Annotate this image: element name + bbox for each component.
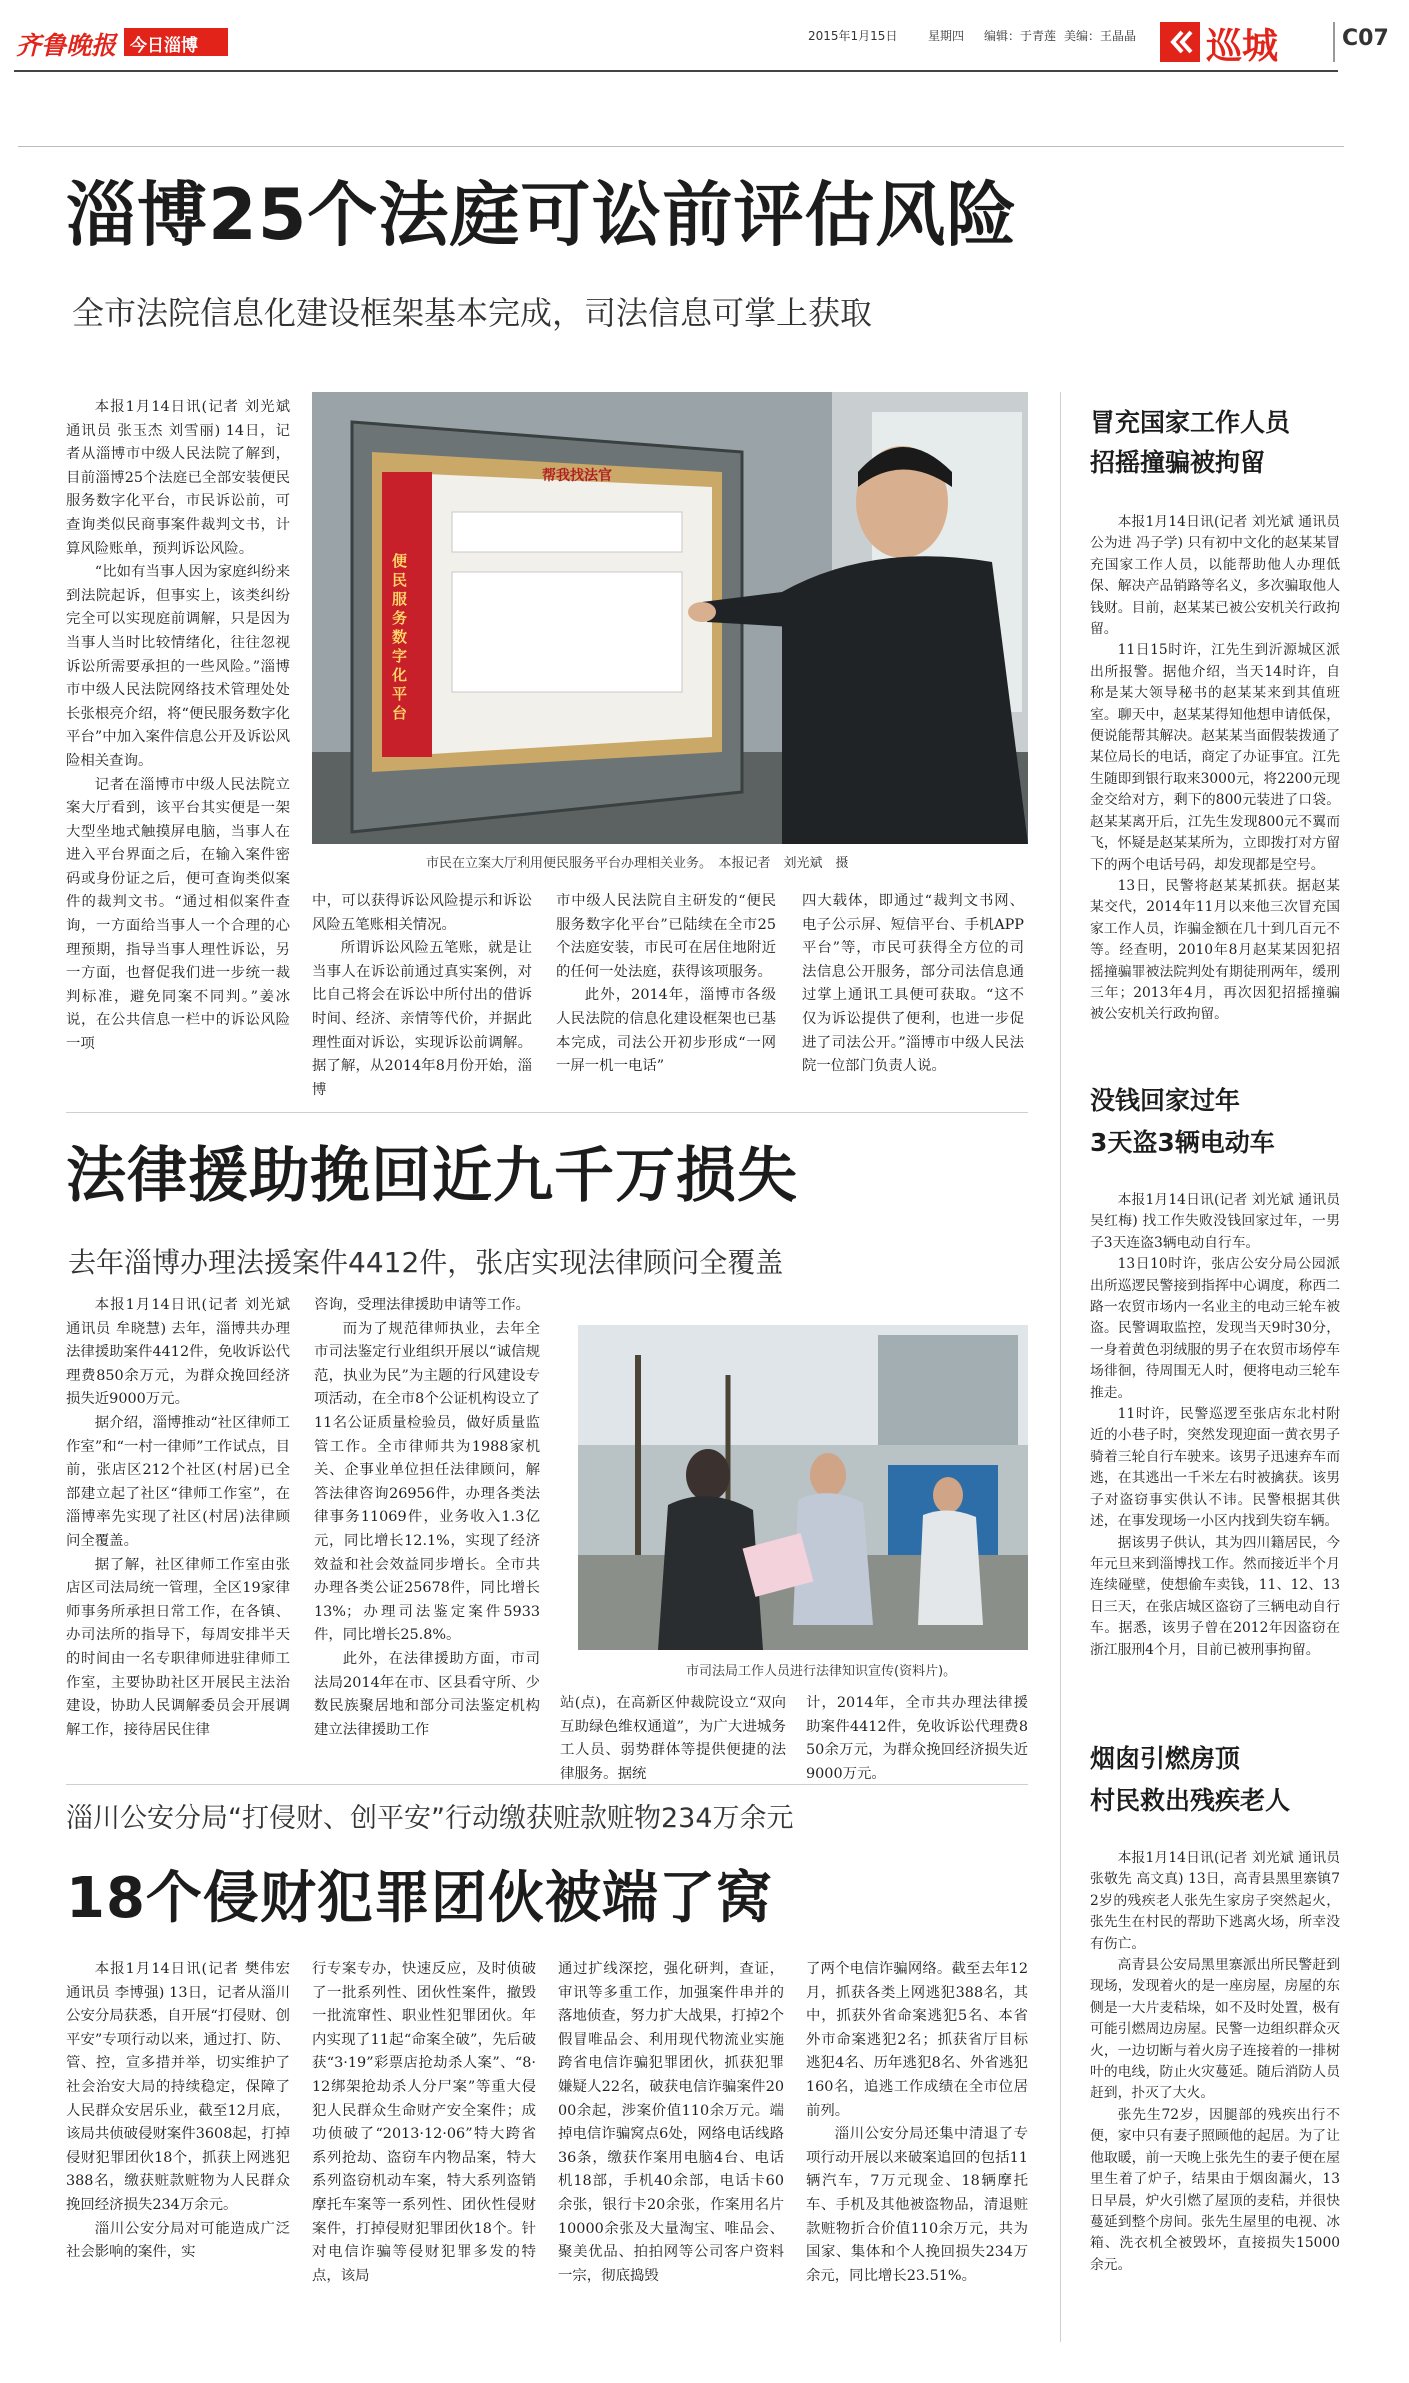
story2-bottom-rule [66, 1784, 1028, 1785]
story1-col1-para: 记者在淄博市中级人民法院立案大厅看到，该平台其实便是一架大型坐地式触摸屏电脑，当事人在进入平台界面之后，在输入案件密码或身份证之后，便可查询类似案件的裁判文书。“通过相似案件查询，一方面给当事人一个合理的心理预期，指导当事人理性诉讼，另一方面，也督促我们进一步统一裁判标准，避免同案不同判。”姜冰说，在公共信息一栏中的诉讼风险一项 [66, 776, 290, 1053]
story1-photo [312, 392, 1028, 844]
side3-para: 本报1月14日讯(记者 刘光斌 通讯员 张敬先 高文真) 13日，高青县黑里寨镇72岁的残疾老人张先生家房子突然起火，张先生在村民的帮助下逃离火场，所幸没有伤亡。 [1090, 1850, 1340, 1952]
story2-col2-para: 而为了规范律师执业，去年全市司法鉴定行业组织开展以“诚信规范，执业为民”为主题的行风建设专项活动，在全市8个公证机构设立了11名公证质量检验员，做好质量监管工作。全市律师共为1988家机关、企事业单位担任法律顾问，解答法律咨询26956件，办理各类法律事务11069件，业务收入1.3亿元，同比增长12.1%，实现了经济效益和社会效益同步增长。全市共办理各类公证25678件，同比增长13%；办理司法鉴定案件5933件，同比增长25.8%。 [314, 1320, 540, 1644]
masthead-rule [14, 70, 1338, 72]
story2-col4-para: 计，2014年，全市共办理法律援助案件4412件，免收诉讼代理费850余万元，为群众挽回经济损失近9000万元。 [806, 1695, 1028, 1782]
story3-headline: 18个侵财犯罪团伙被端了窝 [66, 1866, 773, 1931]
editor-credit: 编辑：于青莲 [984, 29, 1057, 43]
story2-col2-para: 此外，在法律援助方面，市司法局2014年在市、区县看守所、少数民族聚居地和部分司法鉴定机构建立法律援助工作 [314, 1650, 540, 1738]
story3-col1-para: 淄川公安分局对可能造成广泛社会影响的案件，实 [66, 2220, 290, 2261]
kiosk-screen-title: 帮我找法官 [542, 468, 612, 484]
side1-title-line1: 冒充国家工作人员 [1090, 408, 1291, 437]
story3-col3-para: 通过扩线深挖，强化研判，查证，审讯等多重工作，加强案件串并的落地侦查，努力扩大战果，打掉2个假冒唯品会、利用现代物流业实施跨省电信诈骗犯罪团伙，抓获犯罪嫌疑人22名，破获电信诈骗案件2000余起，涉案价值110余万元。端掉电信诈骗窝点6处，网络电话线路36条，缴获作案用电脑4台、电话机18部，手机40余部，电话卡60余张，银行卡20余张，作案用名片10000余张及大量淘宝、唯品会、聚美优品、拍拍网等公司客户资料一宗，彻底捣毁 [558, 1961, 784, 2284]
side3-para: 高青县公安局黑里寨派出所民警赶到现场，发现着火的是一座房屋，房屋的东侧是一大片麦秸垛，如不及时处置，极有可能引燃周边房屋。民警一边组织群众灭火，一边切断与着火房子连接着的一排树叶的电线，防止火灾蔓延。随后消防人员赶到，扑灭了大火。 [1090, 1957, 1340, 2102]
story1-subhead: 全市法院信息化建设框架基本完成，司法信息可掌上获取 [72, 294, 873, 332]
side2-body [1090, 1190, 1340, 1730]
edition-tag-box [124, 28, 228, 56]
section-chevron-icon [1160, 22, 1200, 62]
story1-col2-para: 中，可以获得诉讼风险提示和诉讼风险五笔账相关情况。 [312, 893, 532, 933]
story2-column-3 [560, 1692, 786, 1782]
issue-date: 2015年1月15日 [808, 29, 898, 43]
side1-body [1090, 512, 1340, 1084]
story2-col1-para: 据了解，社区律师工作室由张店区司法局统一管理，全区19家律师事务所承担日常工作，在各镇、办司法所的指导下，每周安排半天的时间由一名专职律师进驻律师工作室，主要协助社区开展民主法治建设，协助人民调解委员会开展调解工作，接待居民住律 [66, 1556, 290, 1738]
story1-photo-caption: 市民在立案大厅利用便民服务平台办理相关业务。 本报记者 刘光斌 摄 [426, 856, 849, 871]
story1-col1-para: 本报1月14日讯(记者 刘光斌 通讯员 张玉杰 刘雪丽) 14日，记者从淄博市中级人民法院了解到，目前淄博25个法庭已全部安装便民服务数字化平台，市民诉讼前，可查询类似民商事案件裁判文书，计算风险账单，预判诉讼风险。 [66, 399, 290, 557]
story1-bottom-rule [66, 1112, 1028, 1113]
story2-column-4 [806, 1692, 1028, 1782]
edition-tag: 今日淄博 [130, 36, 198, 56]
page-number: C07 [1342, 26, 1389, 51]
story3-col1-para: 本报1月14日讯(记者 樊伟宏 通讯员 李博强) 13日，记者从淄川公安分局获悉，自开展“打侵财、创平安”专项行动以来，通过打、防、管、控，宣多措并举，切实维护了社会治安大局的持续稳定，保障了人民群众安居乐业，截至12月底，该局共侦破侵财案件3608起，打掉侵财犯罪团伙18个，抓获上网逃犯388名，缴获赃款赃物为人民群众挽回经济损失234万余元。 [66, 1961, 290, 2213]
side3-title-line1: 烟囱引燃房顶 [1090, 1744, 1241, 1773]
story3-column-4 [806, 1958, 1028, 2358]
section-name: 巡城 [1206, 26, 1279, 67]
story1-column-3 [556, 890, 776, 1100]
top-rule [18, 146, 1344, 147]
side2-para: 本报1月14日讯(记者 刘光斌 通讯员 吴红梅) 找工作失败没钱回家过年，一男子3天连盗3辆电动自行车。 [1090, 1192, 1340, 1251]
side3-title-line2: 村民救出残疾老人 [1090, 1786, 1291, 1815]
story3-column-1 [66, 1958, 290, 2358]
story3-column-2 [312, 1958, 536, 2358]
story2-col1-para: 据介绍，淄博推动“社区律师工作室”和“一村一律师”工作试点，目前，张店区212个社区(村居)已全部建立起了社区“律师工作室”，在淄博率先实现了社区(村居)法律顾问全覆盖。 [66, 1414, 290, 1549]
side1-para: 13日，民警将赵某某抓获。据赵某某交代，2014年11月以来他三次冒充国家工作人员，诈骗金额在几十到几百元不等。经查明，2010年8月赵某某因犯招摇撞骗罪被法院判处有期徒刑两年，缓刑三年；2013年4月，再次因犯招摇撞骗被公安机关行政拘留。 [1090, 877, 1340, 1023]
story1-column-4 [802, 890, 1024, 1100]
story1-column-1 [66, 396, 290, 1100]
story3-col2-para: 行专案专办，快速反应，及时侦破了一批系列性、团伙性案件，撤毁一批流窜性、职业性犯罪团伙。年内实现了11起“命案全破”，先后破获“3·19”彩票店抢劫杀人案”、“8·12绑架抢劫杀人分尸案”等重大侵犯人民群众生命财产安全案件；成功侦破了“2013·12·06”特大跨省系列抢劫、盗窃车内物品案，特大系列盗窃机动车案，特大系列盗销摩托车案等一系列性、团伙性侵财案件，打掉侵财犯罪团伙18个。针对电信诈骗等侵财犯罪多发的特点，该局 [312, 1961, 536, 2284]
masthead-divider [1333, 22, 1335, 62]
story2-column-1 [66, 1294, 290, 1764]
story1-column-2 [312, 890, 532, 1100]
story2-photo [578, 1325, 1028, 1650]
story3-col4-para: 淄川公安分局还集中清退了专项行动开展以来破案追回的包括11辆汽车，7万元现金、18辆摩托车、手机及其他被盗物品，清退赃款赃物折合价值110余万元，共为国家、集体和个人挽回损失234万余元，同比增长23.51%。 [806, 2126, 1028, 2284]
story1-col3-para: 市中级人民法院自主研发的“便民服务数字化平台”已陆续在全市25个法庭安装，市民可在居住地附近的任何一处法庭，获得该项服务。 [556, 893, 776, 980]
side2-para: 11时许，民警巡逻至张店东北村附近的小巷子时，突然发现迎面一黄衣男子骑着三轮自行车驶来。该男子迅速弃车而逃，在其逃出一千米左右时被擒获。该男子对盗窃事实供认不讳。民警根据其供述，在事发现场一小区内找到失窃车辆。 [1090, 1406, 1340, 1530]
kiosk-scene-illustration [312, 392, 1028, 844]
story1-col2-para: 所谓诉讼风险五笔账，就是让当事人在诉讼前通过真实案例，对比自己将会在诉讼中所付出的借诉时间、经济、亲情等代价，并据此理性面对诉讼，实现诉讼前调解。据了解，从2014年8月份开始，淄博 [312, 940, 532, 1098]
story2-col3-para: 站(点)，在高新区仲裁院设立“双向互助绿色维权通道”，为广大进城务工人员、弱势群体等提供便捷的法律服务。据统 [560, 1695, 786, 1782]
paper-logo: 齐鲁晚报 [16, 31, 117, 60]
story1-headline: 淄博25个法庭可讼前评估风险 [66, 174, 1018, 256]
side1-title-line2: 招摇撞骗被拘留 [1090, 448, 1266, 477]
side1-para: 11日15时许，江先生到沂源城区派出所报警。据他介绍，当天14时许，自称是某大领导秘书的赵某某来到其值班室。聊天中，赵某某得知他想申请低保，便说能帮其解决。赵某某当面假装拨通了某位局长的电话，商定了办证事宜。江先生随即到银行取来3000元，将2200元现金交给对方，剩下的800元装进了口袋。赵某某离开后，江先生发现800元不翼而飞，怀疑是赵某某所为，立即拨打对方留下的两个电话号码，却发现都是空号。 [1090, 642, 1340, 873]
story2-headline: 法律援助挽回近九千万损失 [66, 1141, 798, 1211]
side2-para: 据该男子供认，其为四川籍居民，今年元旦来到淄博找工作。然而接近半个月连续碰壁，使想偷车卖钱，11、12、13日三天，在张店城区盗窃了三辆电动自行车。据悉，该男子曾在2012年因盗窃在浙江服刑4个月，目前已被刑事拘留。 [1090, 1534, 1340, 1658]
double-chevron-left-icon [1160, 22, 1200, 62]
sidebar-divider [1060, 392, 1061, 2342]
issue-weekday: 星期四 [928, 29, 965, 43]
side2-para: 13日10时许，张店公安分局公园派出所巡逻民警接到指挥中心调度，称西二路一农贸市场内一名业主的电动三轮车被盗。民警调取监控，发现当天9时30分，一身着黄色羽绒服的男子在农贸市场停车场徘徊，待周围无人时，便将电动三轮车推走。 [1090, 1256, 1340, 1401]
story3-col4-para: 了两个电信诈骗网络。截至去年12月，抓获各类上网逃犯388名，其中，抓获外省命案逃犯5名、本省外市命案逃犯2名；抓获省厅目标逃犯4名、历年逃犯8名、外省逃犯160名，追逃工作成绩在全市位居前列。 [806, 1961, 1028, 2119]
story2-photo-caption: 市司法局工作人员进行法律知识宣传(资料片)。 [686, 1664, 957, 1679]
story2-col2-para: 咨询，受理法律援助申请等工作。 [314, 1297, 530, 1313]
street-publicity-illustration [578, 1325, 1028, 1650]
story1-col1-para: “比如有当事人因为家庭纠纷来到法院起诉，但事实上，该类纠纷完全可以实现庭前调解，只是因为当事人当时比较情绪化，往往忽视诉讼所需要承担的一些风险。”淄博市中级人民法院网络技术管理处处长张根亮介绍，将“便民服务数字化平台”中加入案件信息公开及诉讼风险相关查询。 [66, 564, 290, 769]
story2-column-2 [314, 1294, 540, 1764]
story2-col1-para: 本报1月14日讯(记者 刘光斌 通讯员 牟晓慧) 去年，淄博共办理法律援助案件4412件，免收诉讼代理费850余万元，为群众挽回经济损失近9000万元。 [66, 1297, 290, 1408]
kiosk-banner-text: 便民服务数字化平台 [392, 552, 408, 722]
side2-title-line2: 3天盗3辆电动车 [1090, 1128, 1275, 1157]
designer-credit: 美编：王晶晶 [1064, 29, 1137, 43]
story3-kicker: 淄川公安分局“打侵财、创平安”行动缴获赃款赃物234万余元 [66, 1803, 794, 1834]
story1-col3-para: 此外，2014年，淄博市各级人民法院的信息化建设框架也已基本完成，司法公开初步形成“一网一屏一机一电话” [556, 987, 776, 1075]
side3-body [1090, 1848, 1340, 2353]
side3-para: 张先生72岁，因腿部的残疾出行不便，家中只有妻子照顾他的起居。为了让他取暖，前一天晚上张先生的妻子便在屋里生着了炉子，结果由于烟囱漏火，13日早晨，炉火引燃了屋顶的麦秸，并很快蔓延到整个房间。张先生屋里的电视、冰箱、洗衣机全被毁坏，直接损失15000余元。 [1090, 2106, 1340, 2273]
story3-column-3 [558, 1958, 784, 2358]
masthead [0, 0, 1409, 76]
story2-subhead: 去年淄博办理法援案件4412件，张店实现法律顾问全覆盖 [68, 1246, 784, 1279]
side2-title-line1: 没钱回家过年 [1090, 1086, 1241, 1115]
side1-para: 本报1月14日讯(记者 刘光斌 通讯员 公为进 冯子学) 只有初中文化的赵某某冒充国家工作人员，以能帮助他人办理低保、解决产品销路等名义，多次骗取他人钱财。目前，赵某某已被公安机关行政拘留。 [1090, 514, 1340, 638]
story1-col4-para: 四大载体，即通过“裁判文书网、电子公示屏、短信平台、手机APP平台”等，市民可获得全方位的司法信息公开服务，部分司法信息通过掌上通讯工具便可获取。“这不仅为诉讼提供了便利，也进一步促进了司法公开。”淄博市中级人民法院一位部门负责人说。 [802, 893, 1024, 1075]
